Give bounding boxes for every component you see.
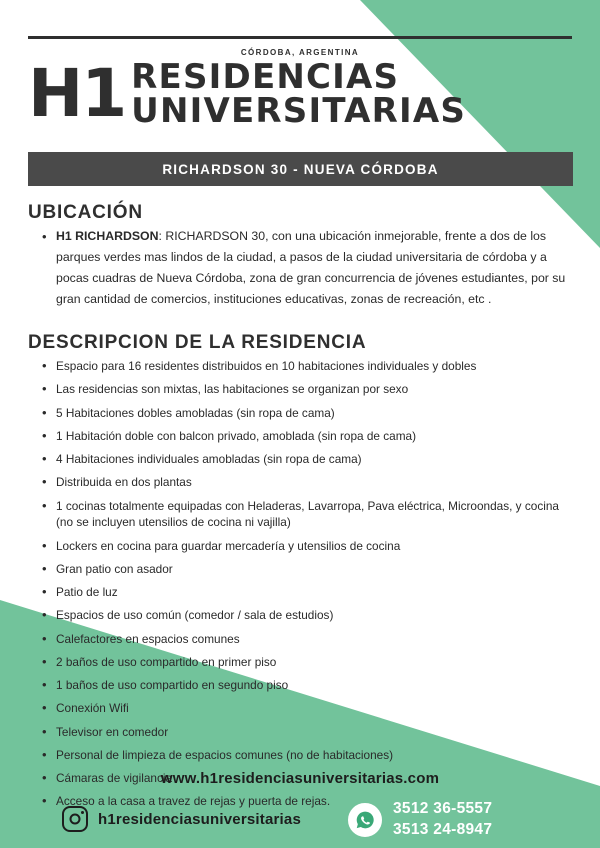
list-item: • Calefactores en espacios comunes	[42, 631, 572, 648]
list-item: • 5 Habitaciones dobles amobladas (sin ropa de cama)	[42, 405, 572, 422]
list-item: • Conexión Wifi	[42, 700, 572, 717]
list-item: • 1 baños de uso compartido en segundo piso	[42, 677, 572, 694]
instagram-icon	[62, 806, 88, 832]
phone-numbers	[393, 800, 492, 839]
phone-number-1[interactable]: 3512 36-5557	[393, 800, 493, 817]
title-lines	[131, 57, 467, 131]
list-item: • Patio de luz	[42, 584, 572, 601]
list-item: • Espacio para 16 residentes distribuidos en 10 habitaciones individuales y dobles	[42, 358, 572, 375]
logo-mark: H1	[28, 54, 126, 132]
list-item: • Televisor en comedor	[42, 724, 572, 741]
list-item: • Cámaras de vigilancia	[42, 770, 572, 787]
section-heading-descripcion: DESCRIPCION DE LA RESIDENCIA	[28, 332, 367, 353]
list-item: • 4 Habitaciones individuales amobladas (sin ropa de cama)	[42, 451, 572, 468]
list-item: • 1 Habitación doble con balcon privado, amoblada (sin ropa de cama)	[42, 428, 572, 445]
instagram-contact[interactable]	[62, 806, 301, 832]
list-item: • 2 baños de uso compartido en primer piso	[42, 654, 572, 671]
list-item: • 1 cocinas totalmente equipadas con Heladeras, Lavarropa, Pava eléctrica, Microondas, y cocina (no se incluyen utensilios de cocina ni vajilla)	[42, 498, 572, 532]
section-heading-ubicacion: UBICACIÓN	[28, 202, 143, 223]
whatsapp-icon	[348, 803, 382, 837]
list-item: • Personal de limpieza de espacios comunes (no de habitaciones)	[42, 747, 572, 764]
list-item: • Lockers en cocina para guardar mercadería y utensilios de cocina	[42, 538, 572, 555]
address-bar: RICHARDSON 30 - NUEVA CÓRDOBA	[28, 152, 573, 186]
phone-number-2[interactable]: 3513 24-8947	[393, 821, 493, 838]
title-line-2: UNIVERSITARIAS	[131, 91, 467, 131]
location-kicker: CÓRDOBA, ARGENTINA	[240, 48, 360, 57]
list-item: • Acceso a la casa a travez de rejas y puerta de rejas.	[42, 793, 572, 810]
ubicacion-bold-lead: H1 RICHARDSON	[56, 229, 159, 243]
instagram-handle[interactable]: h1residenciasuniversitarias	[98, 810, 302, 828]
title-line-1: RESIDENCIAS	[131, 57, 400, 97]
whatsapp-contact[interactable]	[348, 800, 492, 839]
list-item: • Las residencias son mixtas, las habitaciones se organizan por sexo	[42, 381, 572, 398]
title-block	[28, 54, 572, 132]
list-item: • Distribuida en dos plantas	[42, 474, 572, 491]
ubicacion-bullet	[42, 226, 570, 311]
website-url[interactable]: www.h1residenciasuniversitarias.com	[160, 770, 440, 787]
top-divider	[28, 36, 572, 39]
descripcion-list	[42, 358, 572, 817]
list-item: • Gran patio con asador	[42, 561, 572, 578]
ubicacion-paragraph-block	[42, 226, 570, 311]
list-item: • Espacios de uso común (comedor / sala de estudios)	[42, 607, 572, 624]
ubicacion-text: : RICHARDSON 30, con una ubicación inmejorable, frente a dos de los parques verdes mas lindos de la ciudad, a pasos de la ciudad universitaria de córdoba y a pocas cuadras de Nueva Córdoba, zona de gran concurrencia de jóvenes estudiantes, por su gran cantidad de comercios, instituciones educativas, zonas de recreación, etc .	[56, 229, 566, 307]
